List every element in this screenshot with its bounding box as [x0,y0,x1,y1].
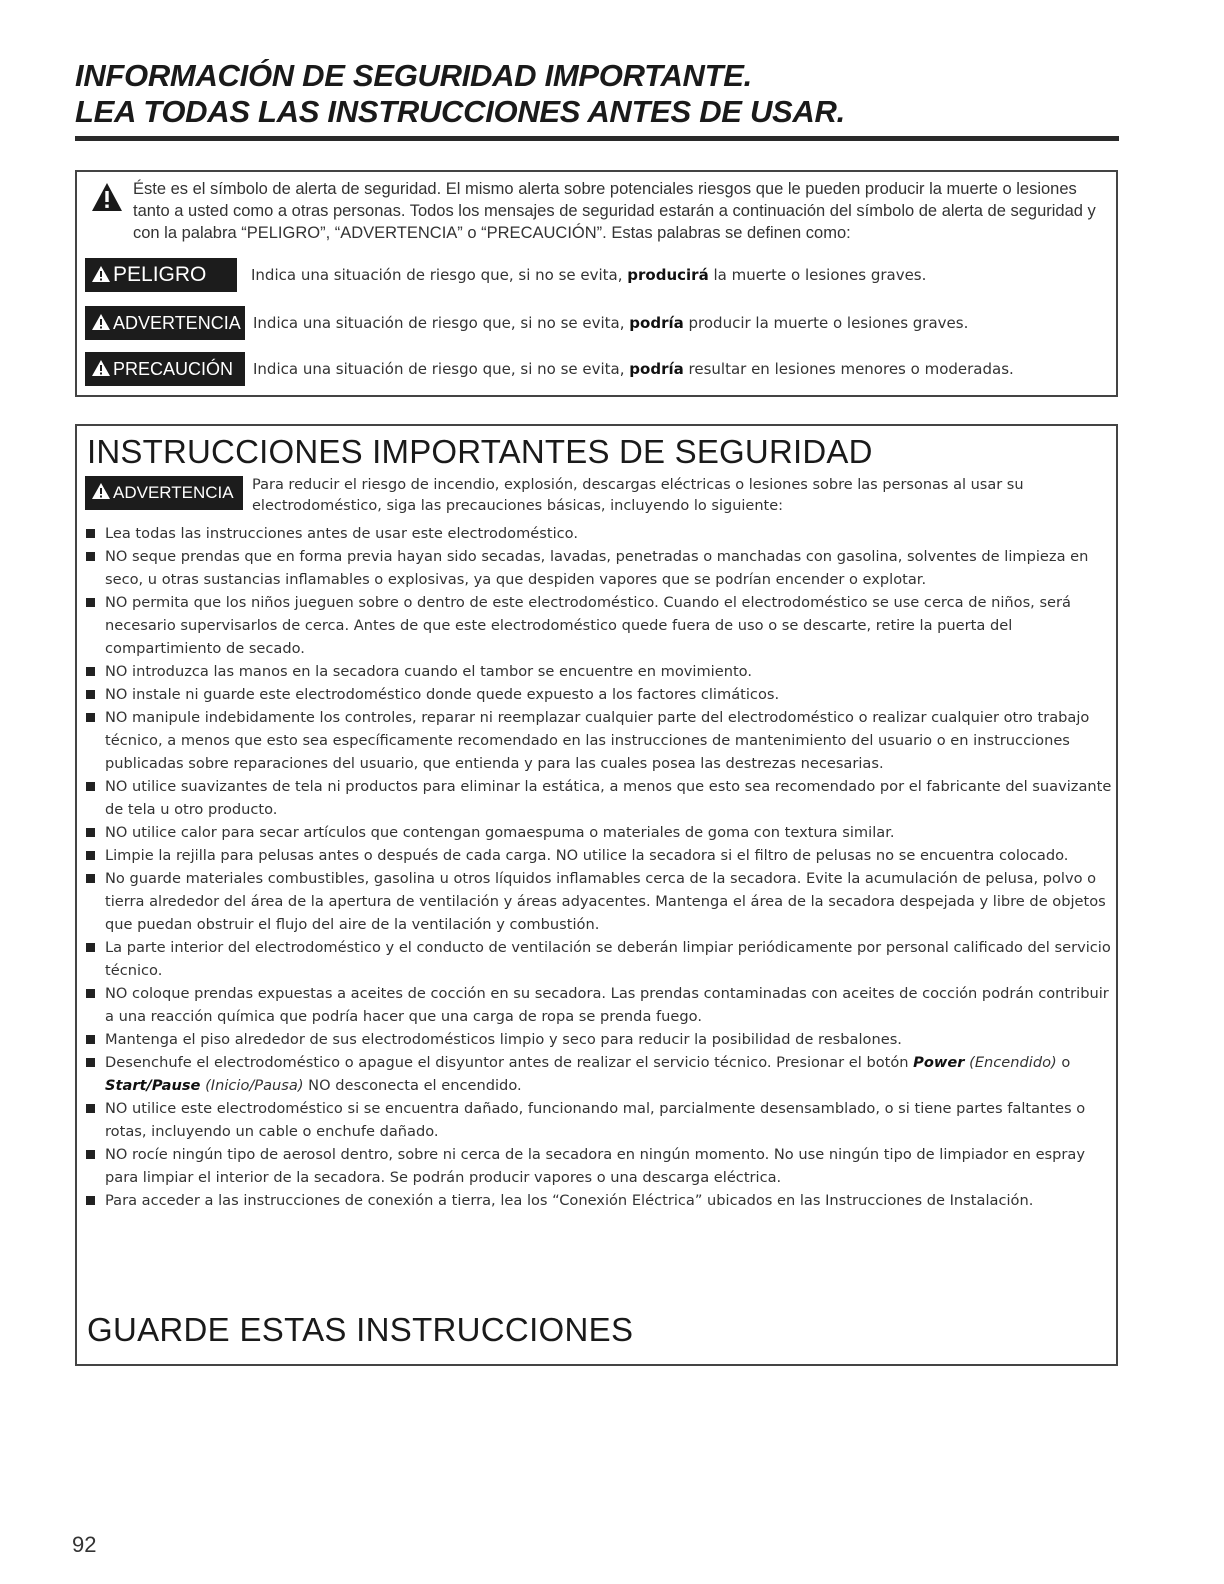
page-number: 92 [72,1532,97,1557]
signal-row-danger [85,258,1105,292]
caution-label: PRECAUCIÓN [85,352,245,386]
safety-alert-box [75,170,1118,397]
alert-intro-text: Éste es el símbolo de alerta de seguridad. El mismo alerta sobre potenciales riesgos que le pueden producir la muerte o lesiones tanto a usted como a otras personas. Todos los mensajes de seguridad estarán a continuación del símbolo de alerta de seguridad y con la palabra “PELIGRO”, “ADVERTENCIA” o “PRECAUCIÓN”. Estas palabras se definen como: [133,180,1096,242]
list-item: NO utilice este electrodoméstico si se encuentra dañado, funcionando mal, parcialmente desensamblado, o si tiene partes faltantes o rotas, incluyendo un cable o enchufe dañado. [85,1097,1113,1143]
save-instructions-heading: GUARDE ESTAS INSTRUCCIONES [87,1311,634,1348]
list-item: NO utilice suavizantes de tela ni productos para eliminar la estática, a menos que esto sea recomendado por el fabricante del suavizante de tela u otro producto. [85,775,1113,821]
title-line-2: LEA TODAS LAS INSTRUCCIONES ANTES DE USAR. [75,94,845,129]
warning-triangle-icon [91,482,111,500]
signal-row-caution [85,352,1105,386]
title-rule [75,136,1119,141]
danger-description: Indica una situación de riesgo que, si no se evita, producirá la muerte o lesiones graves. [251,266,927,284]
warning-intro-text: Para reducir el riesgo de incendio, explosión, descargas eléctricas o lesiones sobre las personas al usar su electrodoméstico, siga las precauciones básicas, incluyendo lo siguiente: [252,477,1024,514]
list-item: La parte interior del electrodoméstico y el conducto de ventilación se deberán limpiar periódicamente por personal calificado del servicio técnico. [85,936,1113,982]
warning-triangle-icon [91,359,111,377]
caution-description: Indica una situación de riesgo que, si no se evita, podría resultar en lesiones menores o moderadas. [253,360,1014,378]
signal-row-warning [85,306,1105,340]
warning-label: ADVERTENCIA [85,476,243,510]
list-item: NO coloque prendas expuestas a aceites de cocción en su secadora. Las prendas contaminadas con aceites de cocción podrán contribuir a una reacción química que podría hacer que una carga de ropa se prenda fuego. [85,982,1113,1028]
list-item: Limpie la rejilla para pelusas antes o después de cada carga. NO utilice la secadora si el filtro de pelusas no se encuentra colocado. [85,844,1113,867]
list-item: NO seque prendas que en forma previa hayan sido secadas, lavadas, penetradas o manchadas con gasolina, solventes de limpieza en seco, u otras sustancias inflamables o explosivas, ya que despiden vapores que se podrían encender o explotar. [85,545,1113,591]
warning-triangle-icon [91,182,123,212]
instruction-list [85,522,1113,1212]
list-item: NO utilice calor para secar artículos que contengan gomaespuma o materiales de goma con textura similar. [85,821,1113,844]
list-item: NO permita que los niños jueguen sobre o dentro de este electrodoméstico. Cuando el electrodoméstico se use cerca de niños, será necesario supervisarlos de cerca. Antes de que este electrodoméstico quede fuera de uso o se descarte, retire la puerta del compartimiento de secado. [85,591,1113,660]
list-item: Desenchufe el electrodoméstico o apague el disyuntor antes de realizar el servicio técnico. Presionar el botón Power (Encendido) o Start/Pause (Inicio/Pausa) NO desconecta el encendido. [85,1051,1113,1097]
title-line-1: INFORMACIÓN DE SEGURIDAD IMPORTANTE. [75,58,752,93]
warning-description: Indica una situación de riesgo que, si no se evita, podría producir la muerte o lesiones graves. [253,314,969,332]
warning-label: ADVERTENCIA [85,306,245,340]
list-item: NO introduzca las manos en la secadora cuando el tambor se encuentre en movimiento. [85,660,1113,683]
page-title [75,58,1120,130]
danger-label: PELIGRO [85,258,237,292]
warning-triangle-icon [91,313,111,331]
list-item: NO rocíe ningún tipo de aerosol dentro, sobre ni cerca de la secadora en ningún momento. No use ningún tipo de limpiador en espray para limpiar el interior de la secadora. Se podrán producir vapores o una descarga eléctrica. [85,1143,1113,1189]
list-item: Para acceder a las instrucciones de conexión a tierra, lea los “Conexión Eléctrica” ubicados en las Instrucciones de Instalación. [85,1189,1113,1212]
list-item: Mantenga el piso alrededor de sus electrodomésticos limpio y seco para reducir la posibilidad de resbalones. [85,1028,1113,1051]
list-item: Lea todas las instrucciones antes de usar este electrodoméstico. [85,522,1113,545]
warning-triangle-icon [91,265,111,283]
list-item: NO instale ni guarde este electrodoméstico donde quede expuesto a los factores climáticos. [85,683,1113,706]
list-item: NO manipule indebidamente los controles, reparar ni reemplazar cualquier parte del electrodoméstico o realizar cualquier otro trabajo técnico, a menos que esto sea específicamente recomendado en las instrucciones de mantenimiento del usuario o en instrucciones publicadas sobre reparaciones del usuario, que entienda y para las cuales posea las destrezas necesarias. [85,706,1113,775]
list-item: No guarde materiales combustibles, gasolina u otros líquidos inflamables cerca de la secadora. Evite la acumulación de pelusa, polvo o tierra alrededor del área de la apertura de ventilación y áreas adyacentes. Mantenga el área de la secadora despejada y libre de objetos que puedan obstruir el flujo del aire de la ventilación y combustión. [85,867,1113,936]
safety-instructions-box [75,424,1118,1366]
instructions-heading: INSTRUCCIONES IMPORTANTES DE SEGURIDAD [87,433,873,470]
